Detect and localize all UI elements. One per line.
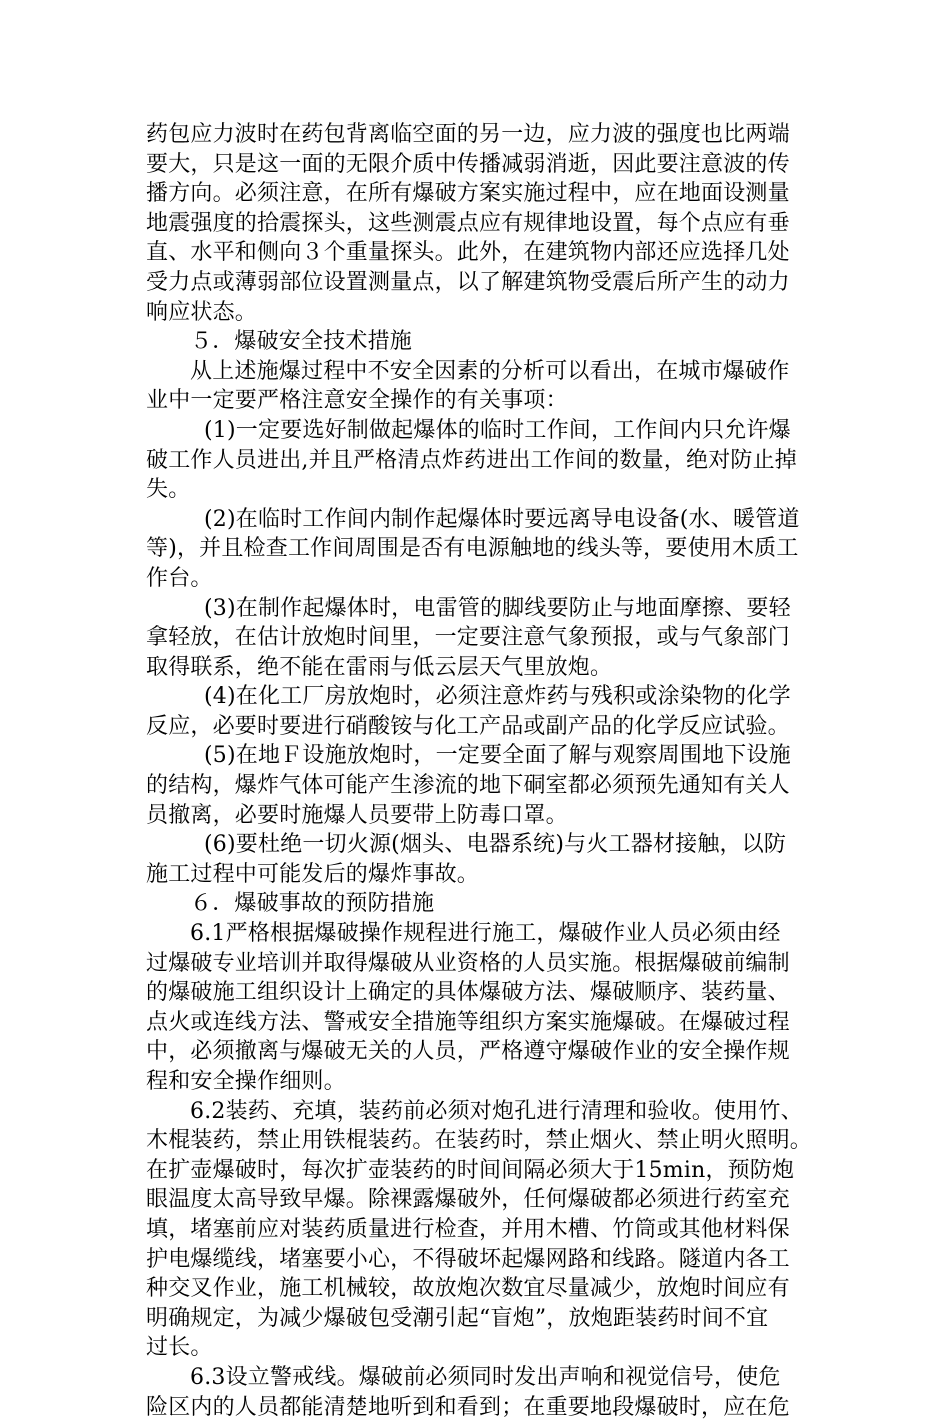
text-line: 破工作人员进出,并且严格清点炸药进出工作间的数量，绝对防止掉 bbox=[146, 447, 797, 473]
text-line: (3)在制作起爆体时，电雷管的脚线要防止与地面摩擦、要轻 bbox=[204, 595, 791, 621]
text-line: 响应状态。 bbox=[146, 299, 258, 325]
text-line: (5)在地Ｆ设施放炮时，一定要全面了解与观察周围地下设施 bbox=[204, 743, 791, 769]
text-line: 从上述施爆过程中不安全因素的分析可以看出，在城市爆破作 bbox=[190, 358, 790, 384]
text-line: ６．爆破事故的预防措施 bbox=[190, 891, 435, 917]
text-line: 险区内的人员都能清楚地听到和看到；在重要地段爆破时，应在危 bbox=[146, 1394, 790, 1420]
text-line: 6.2装药、充填，装药前必须对炮孔进行清理和验收。使用竹、 bbox=[190, 1098, 803, 1124]
body-text bbox=[146, 120, 813, 1422]
text-line: 的爆破施工组织设计上确定的具体爆破方法、爆破顺序、装药量、 bbox=[146, 980, 790, 1006]
text-line: 种交叉作业，施工机械较，故放炮次数宜尽量减少，放炮时间应有 bbox=[146, 1276, 790, 1302]
text-line: 填，堵塞前应对装药质量进行检查，并用木槽、竹筒或其他材料保 bbox=[146, 1216, 790, 1242]
text-line: 在扩壶爆破时，每次扩壶装药的时间间隔必须大于15min，预防炮 bbox=[146, 1157, 795, 1183]
text-line: 明确规定，为减少爆破包受潮引起“盲炮”，放炮距装药时间不宜 bbox=[146, 1305, 769, 1331]
text-line: 失。 bbox=[146, 477, 191, 503]
text-line: (1)一定要选好制做起爆体的临时工作间，工作间内只允许爆 bbox=[204, 417, 791, 443]
text-line: 取得联系，绝不能在雷雨与低云层天气里放炮。 bbox=[146, 654, 613, 680]
text-line: 的结构，爆炸气体可能产生渗流的地下硐室都必须预先通知有关人 bbox=[146, 773, 790, 799]
text-line: 等)，并且检查工作间周围是否有电源触地的线头等，要使用木质工 bbox=[146, 536, 799, 562]
text-line: 业中一定要严格注意安全操作的有关事项： bbox=[146, 388, 568, 414]
text-line: 过爆破专业培训并取得爆破从业资格的人员实施。根据爆破前编制 bbox=[146, 950, 790, 976]
text-line: 护电爆缆线，堵塞要小心，不得破坏起爆网路和线路。隧道内各工 bbox=[146, 1246, 790, 1272]
text-line: 眼温度太高导致早爆。除裸露爆破外，任何爆破都必须进行药室充 bbox=[146, 1187, 790, 1213]
text-line: 拿轻放，在估计放炮时间里，一定要注意气象预报，或与气象部门 bbox=[146, 625, 790, 651]
text-line: 要大，只是这一面的无限介质中传播减弱消逝，因此要注意波的传 bbox=[146, 151, 790, 177]
text-line: 地震强度的拾震探头，这些测震点应有规律地设置，每个点应有垂 bbox=[146, 210, 790, 236]
text-line: 播方向。必须注意，在所有爆破方案实施过程中，应在地面设测量 bbox=[146, 181, 790, 207]
text-line: (6)要杜绝一切火源(烟头、电器系统)与火工器材接触，以防 bbox=[204, 832, 787, 858]
text-line: ５．爆破安全技术措施 bbox=[190, 329, 413, 355]
text-line: 直、水平和侧向３个重量探头。此外，在建筑物内部还应选择几处 bbox=[146, 240, 790, 266]
text-line: 6.3设立警戒线。爆破前必须同时发出声响和视觉信号，使危 bbox=[190, 1364, 781, 1390]
text-line: 反应，必要时要进行硝酸铵与化工产品或副产品的化学反应试验。 bbox=[146, 713, 790, 739]
text-line: 点火或连线方法、警戒安全措施等组织方案实施爆破。在爆破过程 bbox=[146, 1009, 790, 1035]
text-line: 木棍装药，禁止用铁棍装药。在装药时，禁止烟火、禁止明火照明。 bbox=[146, 1128, 813, 1154]
text-line: 药包应力波时在药包背离临空面的另一边，应力波的强度也比两端 bbox=[146, 122, 790, 147]
text-line: (4)在化工厂房放炮时，必须注意炸药与残积或涂染物的化学 bbox=[204, 684, 791, 710]
text-line: 施工过程中可能发后的爆炸事故。 bbox=[146, 861, 480, 887]
text-line: 6.1严格根据爆破操作规程进行施工，爆破作业人员必须由经 bbox=[190, 921, 781, 947]
text-line: 受力点或薄弱部位设置测量点，以了解建筑物受震后所产生的动力 bbox=[146, 269, 790, 295]
text-line: 员撤离，必要时施爆人员要带上防毒口罩。 bbox=[146, 802, 568, 828]
text-line: 中，必须撤离与爆破无关的人员，严格遵守爆破作业的安全操作规 bbox=[146, 1039, 790, 1065]
text-line: (2)在临时工作间内制作起爆体时要远离导电设备(水、暖管道 bbox=[204, 506, 800, 532]
text-line: 过长。 bbox=[146, 1335, 213, 1361]
text-line: 作台。 bbox=[146, 565, 213, 591]
text-line: 程和安全操作细则。 bbox=[146, 1069, 346, 1094]
